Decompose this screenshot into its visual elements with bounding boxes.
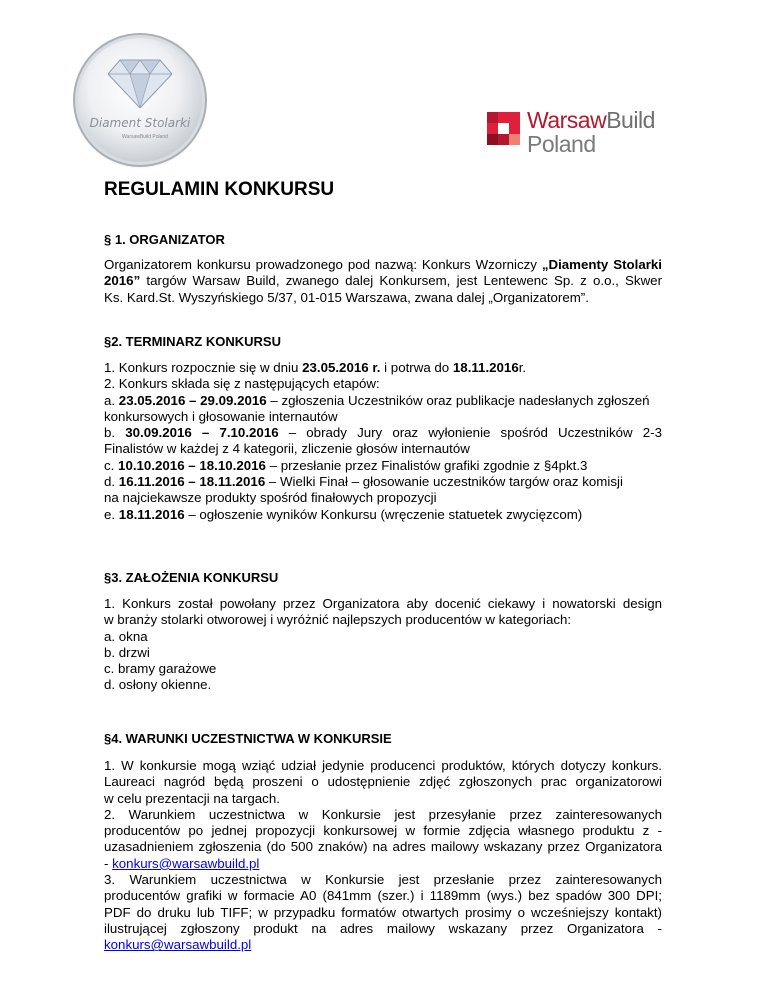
text: 2. Konkurs składa się z następujących etapów: [104, 376, 380, 392]
text: c. bramy garażowe [104, 661, 217, 677]
text-line [104, 290, 662, 306]
text-line [104, 458, 662, 474]
bold-text: 23.05.2016 r. [302, 360, 381, 375]
text-line [104, 474, 662, 490]
text: b. drzwi [104, 644, 150, 660]
logo-word-build: Build [606, 107, 655, 133]
text: na najciekawsze produkty spośród finałowych propozycji [104, 490, 437, 506]
text-line [104, 612, 662, 628]
diament-stolarki-logo [78, 38, 202, 162]
section-1-heading: § 1. ORGANIZATOR [104, 232, 225, 247]
text: – Wielki Finał – głosowanie uczestników targów oraz komisji [265, 474, 623, 490]
text-line [104, 376, 662, 392]
logo-text: Diament Stolarki [89, 116, 191, 130]
text-line [104, 507, 662, 523]
text: e. [104, 506, 119, 522]
text: Finalistów w każdej z 4 kategorii, zliczenie głosów internautów [104, 441, 470, 457]
bold-text: 10.10.2016 – 18.10.2016 [118, 457, 266, 473]
text-line [104, 273, 662, 289]
text: d. osłony okienne. [104, 677, 212, 693]
section-2-body [104, 360, 662, 523]
text-line [104, 490, 662, 506]
text: 1. W konkursie mogą wziąć udział jedynie producenci produktów, których dotyczy konkurs. [104, 758, 662, 773]
text: a. [104, 392, 119, 408]
bold-text: 23.05.2016 – 29.09.2016 [118, 392, 267, 408]
text-line [104, 257, 662, 273]
text-line [104, 441, 662, 457]
text-line [104, 823, 662, 839]
text-line [104, 856, 662, 872]
section-2-heading: §2. TERMINARZ KONKURSU [104, 334, 281, 349]
text: – obrady Jury oraz wyłonienie spośród Uczestników 2-3 [278, 425, 662, 441]
logo-word-warsaw: Warsaw [527, 107, 607, 133]
section-4-body [104, 758, 662, 954]
logo-subtext: WarsawBuild Poland [122, 134, 168, 140]
text: Organizatorem konkursu prowadzonego pod nazwą: Konkurs Wzorniczy [104, 257, 542, 272]
text: uzasadnieniem zgłoszenia (do 500 znaków) na adres mailowy wskazany przez Organizatora [104, 839, 662, 855]
logo-word-poland: Poland [527, 131, 596, 157]
text: – przesłanie przez Finalistów grafiki zgodnie z §4pkt.3 [265, 457, 588, 473]
text-line [104, 807, 662, 823]
text-line [104, 758, 662, 774]
text-line [104, 645, 662, 661]
text: targów Warsaw Build, zwanego dalej Konkursem, jest Lentewenc Sp. z o.o., Skwer [140, 273, 662, 289]
text-line [104, 905, 662, 921]
text: a. okna [104, 628, 148, 644]
section-3-heading: §3. ZAŁOŻENIA KONKURSU [104, 570, 279, 585]
text: w branży stolarki otworowej i wyróżnić najlepszych producentów w kategoriach: [104, 612, 572, 628]
text: producentów po jednej propozycji konkursowej w formie zdjęcia własnego produktu z - [104, 823, 662, 839]
text: konkursowych i głosowanie internautów [104, 408, 338, 424]
text-line [104, 888, 662, 904]
email-link[interactable]: konkurs@warsawbuild.pl [112, 855, 260, 871]
section-4-heading: §4. WARUNKI UCZESTNICTWA W KONKURSIE [104, 731, 392, 746]
diamond-icon [108, 58, 172, 108]
text-line [104, 791, 662, 807]
warsawbuild-logo-text [527, 108, 655, 156]
text: w celu prezentacji na targach. [104, 790, 280, 806]
text-line [104, 661, 662, 677]
text: Laureaci nagród będą proszeni o udostępnienie zdjęć zgłoszonych prac organizatorowi [104, 774, 662, 790]
text: Ks. Kard.St. Wyszyńskiego 5/37, 01-015 Warszawa, zwana dalej „Organizatorem”. [104, 289, 589, 305]
bold-text: 30.09.2016 – 7.10.2016 [125, 425, 279, 441]
text: b. [104, 425, 126, 441]
text: producentów grafiki w formacie A0 (841mm (szer.) i 1189mm (wys.) bez spadów 300 DPI; [104, 888, 662, 904]
text-line [104, 774, 662, 790]
text-line [104, 596, 662, 612]
text: 3. Warunkiem uczestnictwa w Konkursie jest przesłanie przez zainteresowanych [104, 872, 662, 888]
text: PDF do druku lub TIFF; w przypadku formatów otwartych prosimy o wcześniejszy kontakt) [104, 904, 662, 920]
text: – zgłoszenia Uczestników oraz publikacje nadesłanych zgłoszeń [266, 392, 650, 408]
text-line [104, 677, 662, 693]
text: 1. Konkurs został powołany przez Organizatora aby docenić ciekawy i nowatorski design [104, 596, 662, 611]
bold-text: 18.11.2016 [452, 360, 519, 375]
text: ilustrującej zgłoszony produkt na adres mailowy wskazany przez Organizatora - [104, 920, 662, 936]
text-line [104, 921, 662, 937]
bold-text: 16.11.2016 – 18.11.2016 [118, 474, 266, 490]
text-line [104, 629, 662, 645]
text-line [104, 409, 662, 425]
email-link[interactable]: konkurs@warsawbuild.pl [104, 937, 252, 953]
text: 2. Warunkiem uczestnictwa w Konkursie jest przesyłanie przez zainteresowanych [104, 806, 662, 822]
text: – ogłoszenie wyników Konkursu (wręczenie statuetek zwycięzcom) [184, 506, 583, 522]
text: r. [518, 360, 527, 375]
bold-text: „Diamenty Stolarki [541, 257, 662, 272]
bold-text: 2016” [104, 273, 141, 289]
text: - [104, 855, 113, 871]
section-3-body [104, 596, 662, 694]
text: d. [104, 474, 119, 490]
text-line [104, 360, 662, 376]
bold-text: 18.11.2016 [118, 506, 185, 522]
page-title: REGULAMIN KONKURSU [104, 179, 335, 200]
text-line [104, 393, 662, 409]
section-1-body [104, 257, 662, 306]
text: 1. Konkurs rozpocznie się w dniu [104, 360, 303, 375]
text: c. [104, 457, 119, 473]
text-line [104, 425, 662, 441]
text-line [104, 872, 662, 888]
text-line [104, 937, 662, 953]
text-line [104, 839, 662, 855]
text: i potrwa do [380, 360, 453, 375]
